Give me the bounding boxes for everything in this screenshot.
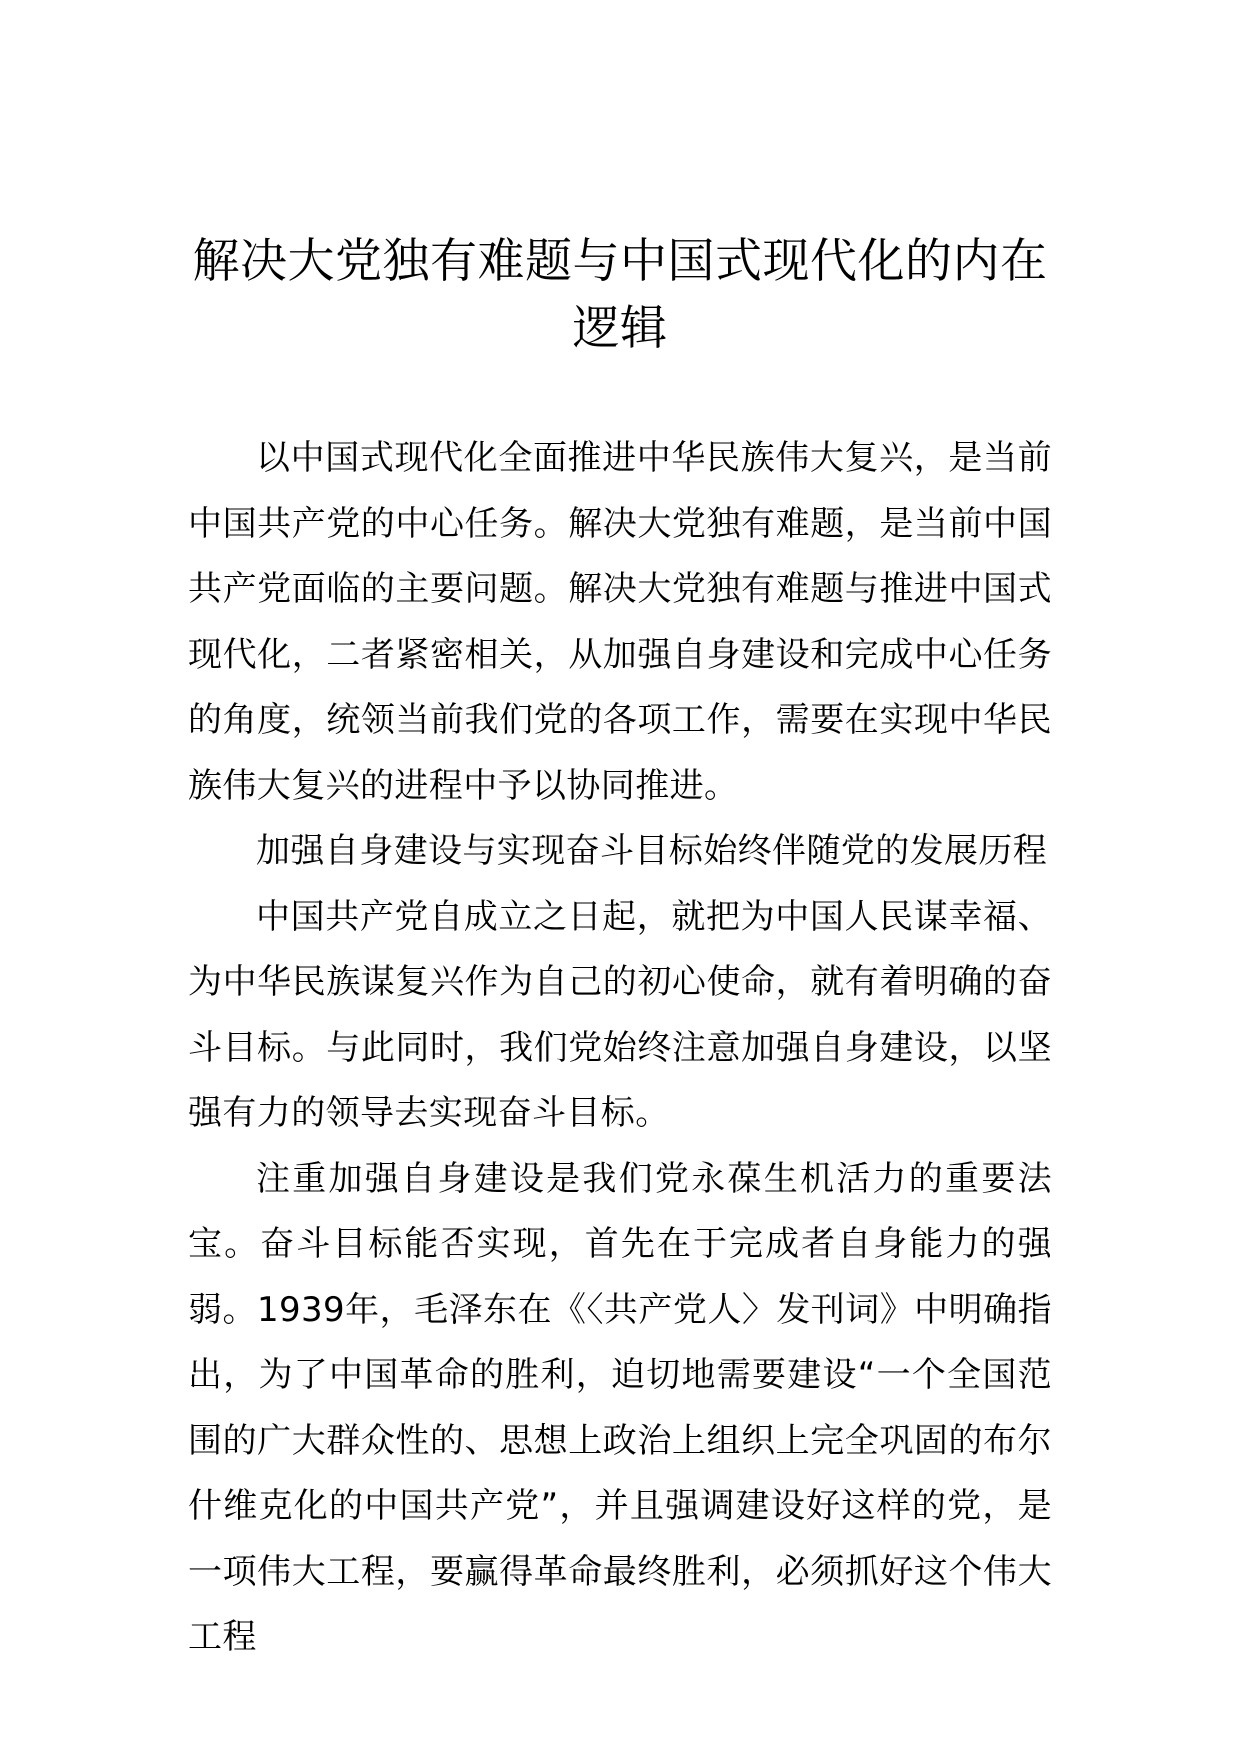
- document-body: [188, 426, 1052, 1671]
- paragraph-intro: 以中国式现代化全面推进中华民族伟大复兴，是当前中国共产党的中心任务。解决大党独有难题，是当前中国共产党面临的主要问题。解决大党独有难题与推进中国式现代化，二者紧密相关，从加强自身建设和完成中心任务的角度，统领当前我们党的各项工作，需要在实现中华民族伟大复兴的进程中予以协同推进。: [188, 438, 1052, 806]
- section-subheading: 加强自身建设与实现奋斗目标始终伴随党的发展历程: [256, 831, 1048, 871]
- paragraph-founding: 中国共产党自成立之日起，就把为中国人民谋幸福、为中华民族谋复兴作为自己的初心使命，就有着明确的奋斗目标。与此同时，我们党始终注意加强自身建设，以坚强有力的领导去实现奋斗目标。: [188, 896, 1052, 1133]
- paragraph-self-building: 注重加强自身建设是我们党永葆生机活力的重要法宝。奋斗目标能否实现，首先在于完成者自身能力的强弱。1939年，毛泽东在《〈共产党人〉发刊词》中明确指出，为了中国革命的胜利，迫切地需要建设“一个全国范围的广大群众性的、思想上政治上组织上完全巩固的布尔什维克化的中国共产党”，并且强调建设好这样的党，是一项伟大工程，要赢得革命最终胜利，必须抓好这个伟大工程: [188, 1158, 1052, 1657]
- document-title: 解决大党独有难题与中国式现代化的内在逻辑: [192, 234, 1048, 356]
